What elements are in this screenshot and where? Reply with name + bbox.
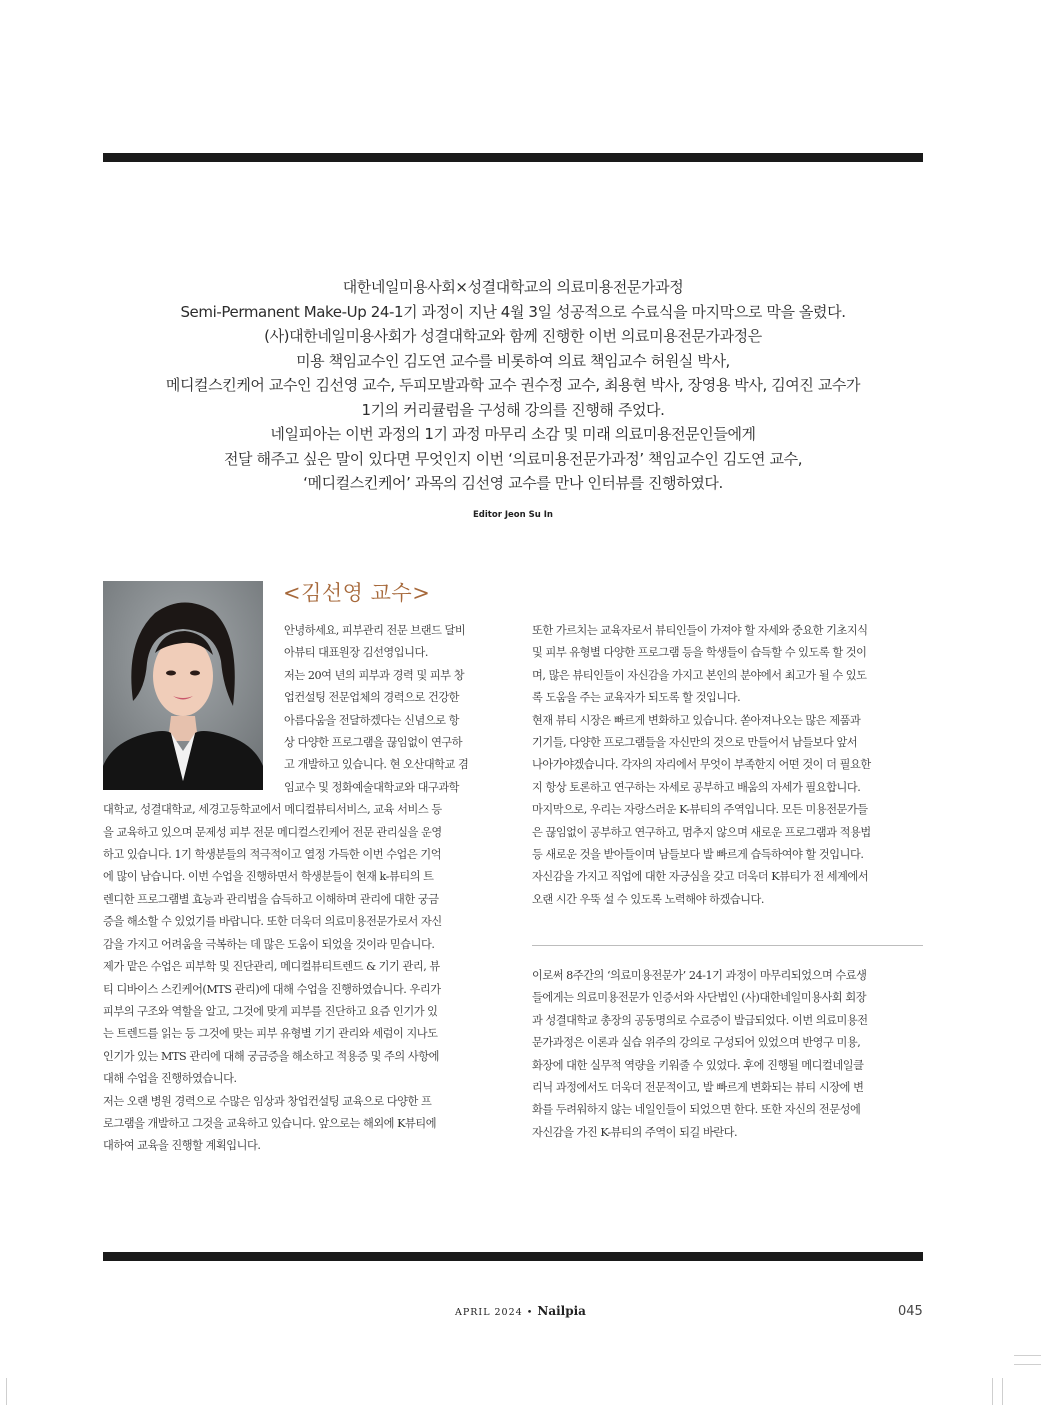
text-line: 나아가야겠습니다. 각자의 자리에서 무엇이 부족한지 어떤 것이 더 필요한: [532, 758, 871, 772]
interviewee-heading: <김선영 교수>: [283, 581, 431, 605]
intro-line: 대한네일미용사회×성결대학교의 의료미용전문가과정: [342, 278, 684, 296]
text-line: 자신감을 가진 K-뷰티의 주역이 되길 바란다.: [532, 1125, 738, 1139]
text-line: 과 성결대학교 총장의 공동명의로 수료증이 발급되었다. 이번 의료미용전: [532, 1013, 868, 1027]
text-line: 상 다양한 프로그램을 끊임없이 연구하: [284, 736, 463, 750]
magazine-name: Nailpia: [537, 1304, 586, 1318]
bottom-rule: [103, 1252, 923, 1261]
text-line: 임교수 및 정화예술대학교와 대구과학: [284, 780, 460, 794]
footer-magazine: [0, 1304, 1041, 1318]
text-line: 이로써 8주간의 ‘의료미용전문가’ 24-1기 과정이 마무리되었으며 수료생: [532, 969, 867, 982]
text-line: 피부의 구조와 역할을 알고, 그것에 맞게 피부를 진단하고 요즘 인기가 있: [103, 1004, 438, 1018]
edge-mark: [1002, 1378, 1003, 1405]
footer-date: APRIL 2024: [455, 1307, 523, 1318]
text-line: 현재 뷰티 시장은 빠르게 변화하고 있습니다. 쏟아져나오는 많은 제품과: [532, 713, 861, 727]
text-line: 및 피부 유형별 다양한 프로그램 등을 학생들이 습득할 수 있도록 할 것이: [532, 646, 867, 660]
text-line: 지 항상 토론하고 연구하는 자세로 공부하고 배움의 자세가 필요합니다.: [532, 780, 861, 794]
text-line: 은 끊임없이 공부하고 연구하고, 멈추지 않으며 새로운 프로그램과 적용법: [532, 825, 871, 839]
text-line: 화를 두려워하지 않는 네일인들이 되었으면 한다. 또한 자신의 전문성에: [532, 1103, 861, 1117]
text-line: 기기들, 다양한 프로그램들을 자신만의 것으로 만들어서 남들보다 앞서: [532, 736, 858, 750]
intro-line: ‘메디컬스킨케어’ 과목의 김선영 교수를 만나 인터뷰를 진행하였다.: [303, 474, 723, 492]
text-line: 대해 수업을 진행하였습니다.: [103, 1072, 237, 1086]
right-column: [532, 620, 923, 911]
text-line: 증을 해소할 수 있었기를 바랍니다. 또한 더욱더 의료미용전문가로서 자신: [103, 915, 442, 929]
text-line: 마지막으로, 우리는 자랑스러운 K-뷰티의 주역입니다. 모든 미용전문가들: [532, 803, 868, 817]
edge-mark: [992, 1378, 993, 1405]
text-line: 티 디바이스 스킨케어(MTS 관리)에 대해 수업을 진행하였습니다. 우리가: [103, 982, 441, 996]
intro-line: Semi-Permanent Make-Up 24-1기 과정이 지난 4월 3일 성공적으로 수료식을 마지막으로 막을 올렸다.: [180, 302, 846, 321]
text-line: 또한 가르치는 교육자로서 뷰티인들이 가져야 할 자세와 중요한 기초지식: [532, 624, 868, 637]
text-line: 저는 20여 년의 피부과 경력 및 피부 창: [284, 668, 465, 682]
text-line: 업컨설팅 전문업체의 경력으로 건강한: [284, 691, 460, 705]
text-line: 아뷰티 대표원장 김선영입니다.: [284, 646, 428, 660]
text-line: 는 트렌드를 읽는 등 그것에 맞는 피부 유형별 기기 관리와 세럼이 지나도: [103, 1027, 438, 1041]
text-line: 안녕하세요, 피부관리 전문 브랜드 달비: [284, 624, 466, 637]
text-line: 오랜 시간 우뚝 설 수 있도록 노력해야 하겠습니다.: [532, 892, 764, 906]
text-line: 감을 가지고 어려움을 극복하는 데 많은 도움이 되었을 것이라 믿습니다.: [103, 937, 435, 951]
edge-mark: [1014, 1364, 1041, 1365]
text-line: 고 개발하고 있습니다. 현 오산대학교 겸: [284, 758, 469, 772]
intro-line: 네일피아는 이번 과정의 1기 과정 마무리 소감 및 미래 의료미용전문인들에게: [270, 425, 756, 443]
text-line: 인기가 있는 MTS 관리에 대해 궁금증을 해소하고 적용증 및 주의 사항에: [103, 1049, 439, 1063]
text-line: 리닉 과정에서도 더욱더 전문적이고, 발 빠르게 변화되는 뷰티 시장에 변: [532, 1081, 864, 1095]
intro-line: 미용 책임교수인 김도연 교수를 비롯하여 의료 책임교수 허원실 박사,: [296, 351, 730, 370]
top-rule: [103, 153, 923, 162]
text-line: 제가 맡은 수업은 피부학 및 진단관리, 메디컬뷰티트렌드 & 기기 관리, 뷰: [103, 960, 440, 974]
text-line: 등 새로운 것을 받아들이며 남들보다 발 빠르게 습득하여야 할 것입니다.: [532, 848, 864, 862]
footer-separator: •: [526, 1307, 534, 1318]
text-line: 을 교육하고 있으며 문제성 피부 전문 메디컬스킨케어 전문 관리실을 운영: [103, 825, 442, 839]
text-line: 록 도움을 주는 교육자가 되도록 할 것입니다.: [532, 691, 741, 705]
intro-lead: [103, 275, 923, 496]
editor-credit: Editor Jeon Su In: [473, 510, 553, 520]
edge-mark: [1014, 1355, 1041, 1356]
page-number: 045: [898, 1304, 923, 1319]
text-line: 자신감을 가지고 직업에 대한 자긍심을 갖고 더욱더 K뷰티가 전 세계에서: [532, 870, 869, 884]
intro-line: 메디컬스킨케어 교수인 김선영 교수, 두피모발과학 교수 권수정 교수, 최용현 박사, 장영용 박사, 김여진 교수가: [165, 376, 861, 394]
section-divider: [532, 945, 923, 946]
text-line: 하고 있습니다. 1기 학생분들의 적극적이고 열정 가득한 이번 수업은 기억: [103, 848, 442, 862]
text-line: 며, 많은 뷰티인들이 자신감을 가지고 본인의 분야에서 최고가 될 수 있도: [532, 668, 867, 682]
text-line: 아름다움을 전달하겠다는 신념으로 항: [284, 713, 460, 727]
edge-mark: [6, 1378, 7, 1405]
left-column: [103, 620, 495, 1158]
text-line: 화장에 대한 실무적 역량을 키워줄 수 있었다. 후에 진행될 메디컬네일클: [532, 1058, 864, 1072]
text-line: 저는 오랜 병원 경력으로 수많은 임상과 창업컨설팅 교육으로 다양한 프: [103, 1094, 432, 1108]
text-line: 로그램을 개발하고 그것을 교육하고 있습니다. 앞으로는 해외에 K뷰티에: [103, 1116, 437, 1130]
text-line: 렌디한 프로그램별 효능과 관리법을 습득하고 이해하며 관리에 대한 궁금: [103, 892, 439, 906]
text-line: 대학교, 성결대학교, 세경고등학교에서 메디컬뷰티서비스, 교육 서비스 등: [103, 803, 442, 817]
text-line: 대하여 교육을 진행할 계획입니다.: [103, 1139, 261, 1153]
text-line: 에 많이 남습니다. 이번 수업을 진행하면서 학생분들이 현재 k-뷰티의 트: [103, 870, 434, 884]
text-line: 문가과정은 이론과 실습 위주의 강의로 구성되어 있었으며 반영구 미용,: [532, 1036, 861, 1050]
intro-line: (사)대한네일미용사회가 성결대학교와 함께 진행한 이번 의료미용전문가과정은: [264, 327, 762, 345]
intro-line: 1기의 커리큘럼을 구성해 강의를 진행해 주었다.: [361, 400, 665, 419]
closing-paragraph: [532, 965, 923, 1144]
text-line: 들에게는 의료미용전문가 인증서와 사단법인 (사)대한네일미용사회 회장: [532, 991, 867, 1005]
intro-line: 전달 해주고 싶은 말이 있다면 무엇인지 이번 ‘의료미용전문가과정’ 책임교수인 김도연 교수,: [223, 449, 803, 468]
